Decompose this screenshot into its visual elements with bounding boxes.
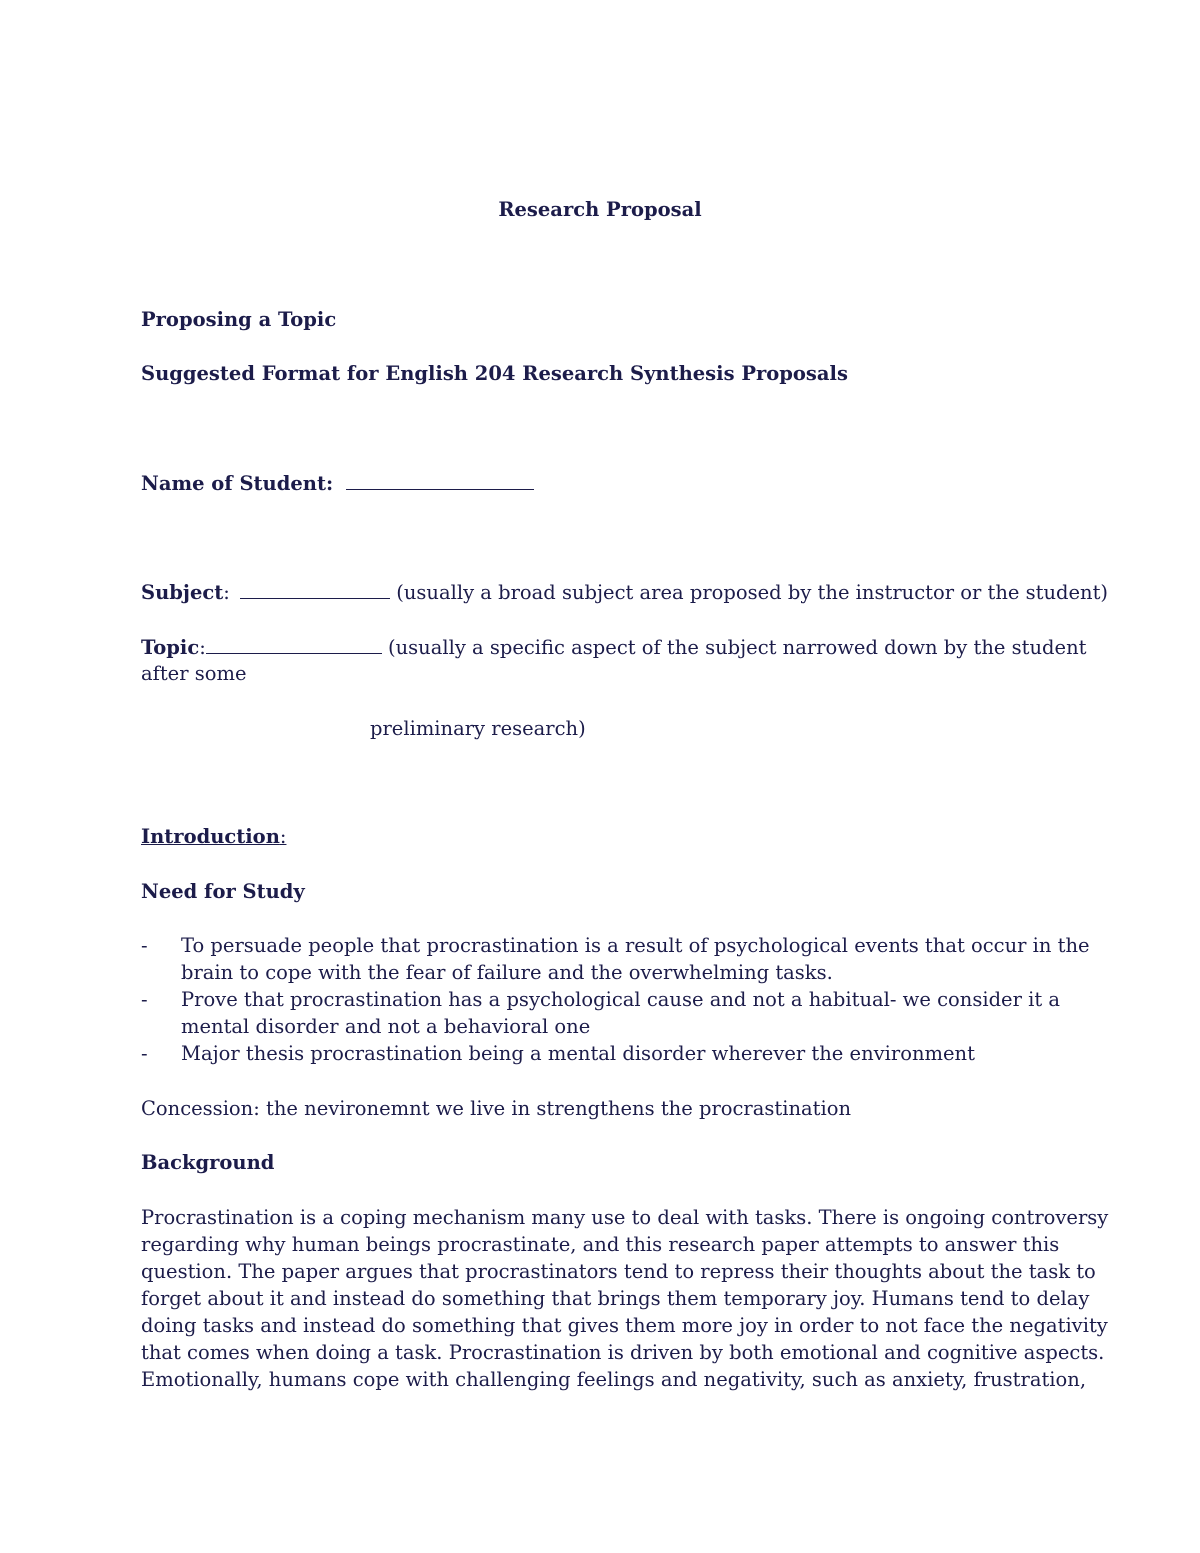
- bullet-3-line-1: Major thesis procrastination being a mental disorder wherever the environment: [181, 1042, 975, 1065]
- concession-text: Concession: the nevironemnt we live in strengthens the procrastination: [141, 1097, 852, 1120]
- subject-blank: [240, 578, 390, 599]
- topic-row: [141, 633, 1086, 661]
- bullet-2-line-2: mental disorder and not a behavioral one: [181, 1015, 591, 1038]
- background-line: that comes when doing a task. Procrastination is driven by both emotional and cognitive aspects.: [141, 1341, 1105, 1364]
- background-line: forget about it and instead do something that brings them temporary joy. Humans tend to delay: [141, 1287, 1090, 1310]
- background-heading: Background: [141, 1151, 275, 1174]
- subject-colon: :: [223, 581, 230, 604]
- bullet-marker: -: [141, 988, 148, 1011]
- topic-blank: [206, 633, 382, 654]
- heading-proposing-topic: Proposing a Topic: [141, 308, 337, 331]
- bullet-2-line-1: Prove that procrastination has a psychological cause and not a habitual- we consider it a: [181, 988, 1061, 1011]
- bullet-marker: -: [141, 934, 148, 957]
- topic-colon: :: [199, 636, 206, 659]
- name-of-student-row: [141, 469, 534, 497]
- name-of-student-blank: [346, 469, 534, 490]
- topic-note: (usually a specific aspect of the subject narrowed down by the student: [387, 636, 1087, 659]
- name-of-student-label: Name of Student:: [141, 472, 334, 495]
- document-title: Research Proposal: [498, 198, 702, 221]
- introduction-colon: :: [279, 825, 287, 848]
- background-line: question. The paper argues that procrastinators tend to repress their thoughts about the task to: [141, 1260, 1096, 1283]
- topic-note-cont2: preliminary research): [370, 717, 586, 740]
- background-line: regarding why human beings procrastinate, and this research paper attempts to answer this: [141, 1233, 1060, 1256]
- subject-note: (usually a broad subject area proposed by the instructor or the student): [396, 581, 1109, 604]
- background-line: Emotionally, humans cope with challenging feelings and negativity, such as anxiety, frustration,: [141, 1368, 1087, 1391]
- bullet-marker: -: [141, 1042, 148, 1065]
- heading-suggested-format: Suggested Format for English 204 Research Synthesis Proposals: [141, 362, 848, 385]
- need-for-study-heading: Need for Study: [141, 880, 305, 903]
- topic-label: Topic: [141, 636, 200, 659]
- subject-row: [141, 578, 1108, 606]
- topic-note-cont: after some: [141, 662, 247, 685]
- bullet-1-line-1: To persuade people that procrastination is a result of psychological events that occur in the: [181, 934, 1090, 957]
- introduction-row: [141, 823, 286, 850]
- bullet-1-line-2: brain to cope with the fear of failure and the overwhelming tasks.: [181, 961, 833, 984]
- subject-label: Subject: [141, 581, 224, 604]
- background-line: doing tasks and instead do something that gives them more joy in order to not face the negativity: [141, 1314, 1108, 1337]
- introduction-heading: Introduction: [141, 825, 280, 848]
- background-line: Procrastination is a coping mechanism many use to deal with tasks. There is ongoing controversy: [141, 1206, 1109, 1229]
